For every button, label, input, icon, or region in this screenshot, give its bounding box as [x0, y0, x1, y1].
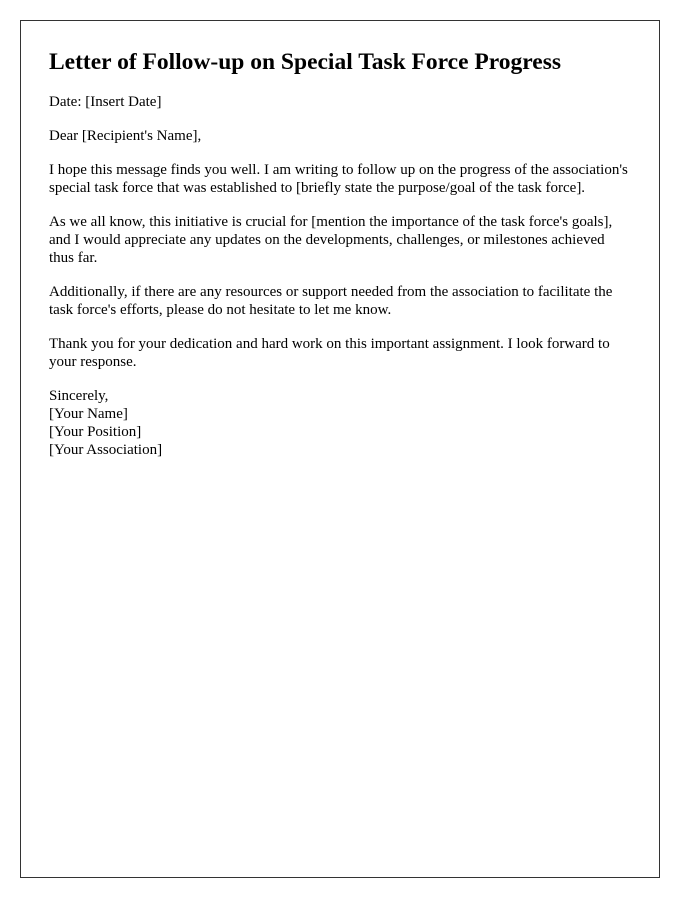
date-line: Date: [Insert Date] — [49, 94, 162, 110]
paragraph-intro: I hope this message finds you well. I am writing to follow up on the progress of the association's special task force that was established to [briefly state the purpose/goal of the task force]. — [49, 162, 628, 196]
letter-page — [20, 20, 660, 878]
closing: Sincerely, — [49, 388, 109, 404]
signature-name: [Your Name] — [49, 406, 128, 422]
paragraph-resources: Additionally, if there are any resources or support needed from the association to facilitate the task force's efforts, please do not hesitate to let me know. — [49, 284, 613, 318]
paragraph-importance: As we all know, this initiative is crucial for [mention the importance of the task force's goals], and I would appreciate any updates on the developments, challenges, or milestones achieved thus far. — [49, 214, 613, 266]
signature-association: [Your Association] — [49, 442, 163, 458]
paragraph-thanks: Thank you for your dedication and hard work on this important assignment. I look forward to your response. — [49, 336, 610, 370]
salutation: Dear [Recipient's Name], — [49, 128, 202, 144]
signature-position: [Your Position] — [49, 424, 142, 440]
signature-block — [49, 387, 631, 459]
letter-title: Letter of Follow-up on Special Task Force Progress — [49, 49, 561, 75]
